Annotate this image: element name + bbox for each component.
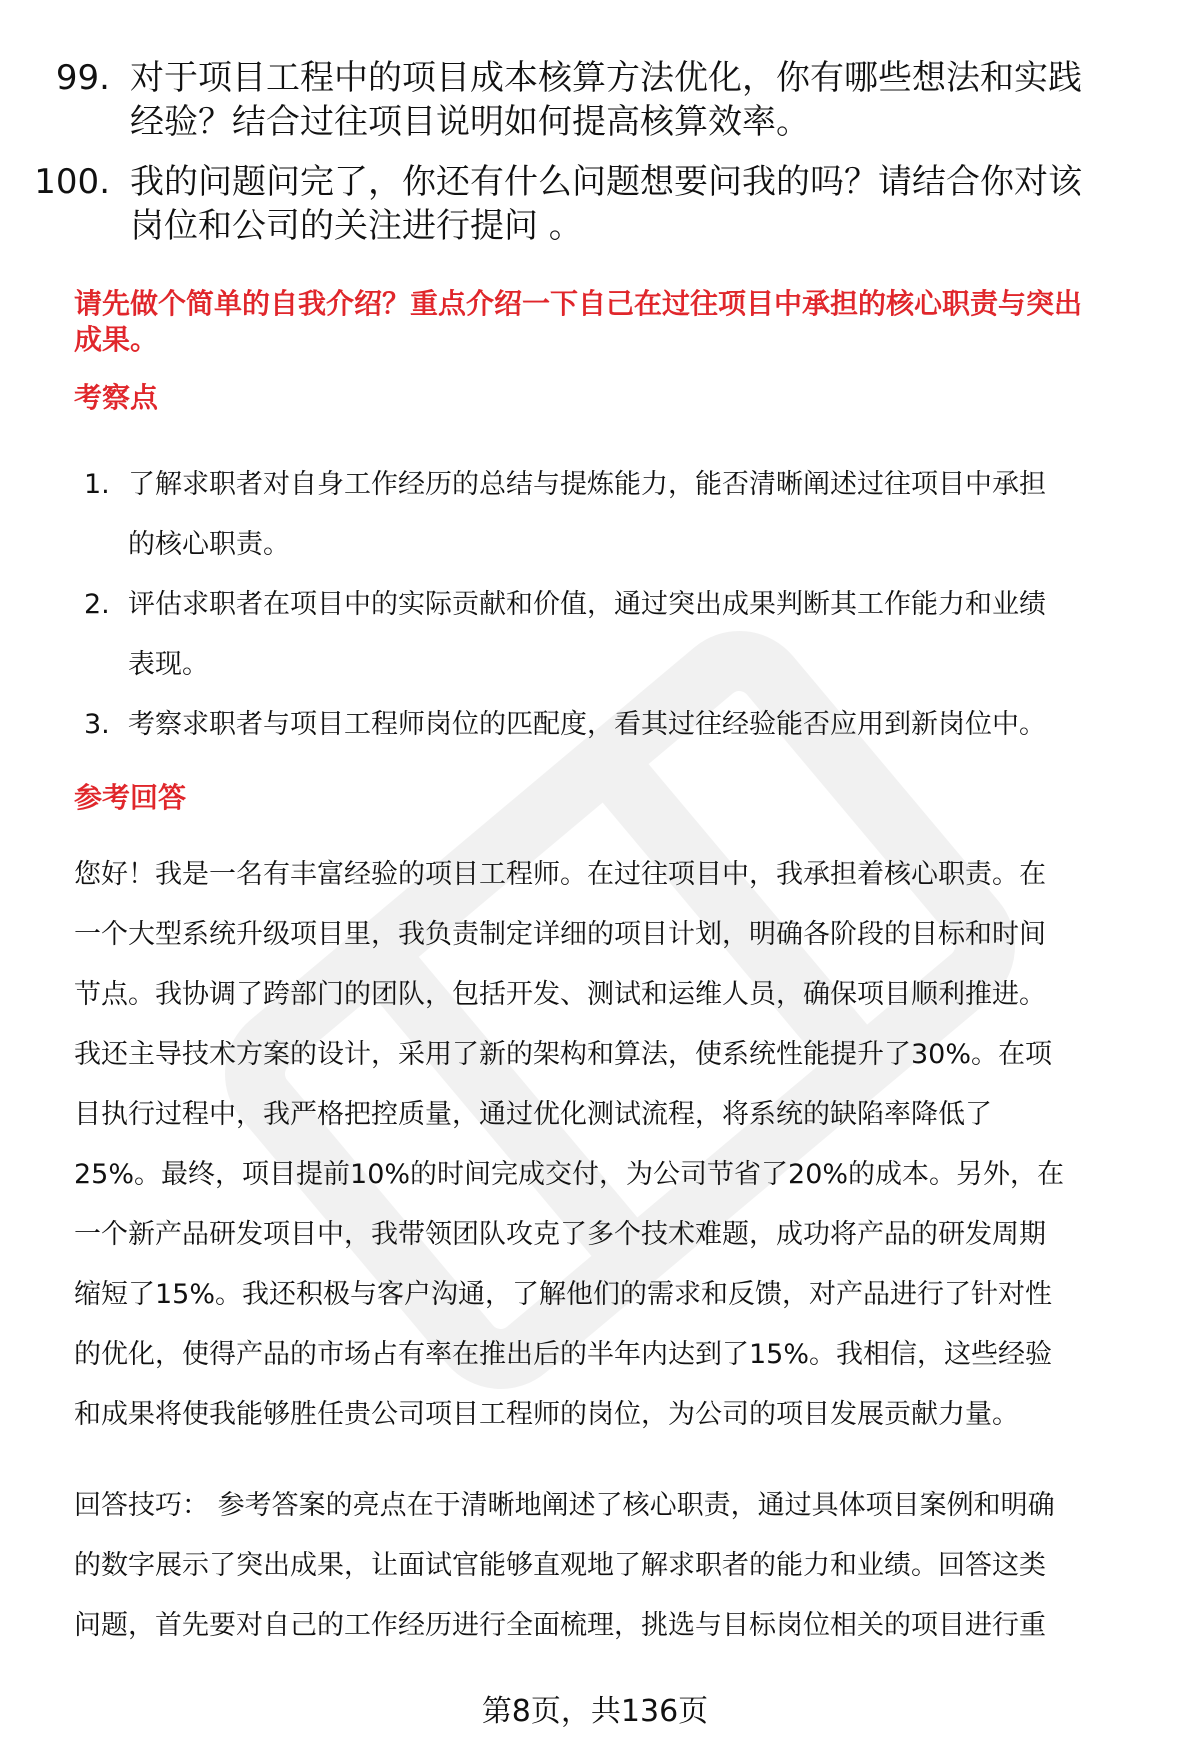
- question-text: 我的问题问完了，你还有什么问题想要问我的吗？请结合你对该 岗位和公司的关注进行提问 。: [130, 162, 1082, 246]
- section-heading-answer: 参考回答: [74, 781, 187, 814]
- list-item-text: 考察求职者与项目工程师岗位的匹配度，看其过往经验能否应用到新岗位中。: [128, 709, 1046, 740]
- question-text: 对于项目工程中的项目成本核算方法优化，你有哪些想法和实践 经验？结合过往项目说明如何提高核算效率。: [130, 58, 1082, 142]
- tips-paragraph: 回答技巧： 参考答案的亮点在于清晰地阐述了核心职责，通过具体项目案例和明确 的数字展示了突出成果，让面试官能够直观地了解求职者的能力和业绩。回答这类 问题，首先要对自己的工作经历进行全面梳理，挑选与目标岗位相关的项目进行重: [74, 1490, 1055, 1641]
- main-question-title: 请先做个简单的自我介绍？重点介绍一下自己在过往项目中承担的核心职责与突出 成果。: [74, 287, 1083, 356]
- list-item-text: 了解求职者对自身工作经历的总结与提炼能力，能否清晰阐述过往项目中承担 的核心职责。: [128, 469, 1046, 560]
- list-item-number: 3.: [84, 709, 110, 740]
- page-footer: 第8页，共136页: [481, 1694, 709, 1729]
- question-number: 100.: [34, 162, 110, 202]
- question-number: 99.: [55, 58, 110, 98]
- list-item-text: 评估求职者在项目中的实际贡献和价值，通过突出成果判断其工作能力和业绩 表现。: [128, 589, 1046, 680]
- list-item-number: 1.: [84, 469, 110, 500]
- section-heading-points: 考察点: [74, 381, 159, 414]
- answer-paragraph: 您好！我是一名有丰富经验的项目工程师。在过往项目中，我承担着核心职责。在 一个大型系统升级项目里，我负责制定详细的项目计划，明确各阶段的目标和时间 节点。我协调了跨部门的团队，包括开发、测试和运维人员，确保项目顺利推进。 我还主导技术方案的设计，采用了新的架构和算法，使系统性能提升了30%。在项 目执行过程中，我严格把控质量，通过优化测试流程，将系统的缺陷率降低了 25%。最终，项目提前10%的时间完成交付，为公司节省了20%的成本。另外，在 一个新产品研发项目中，我带领团队攻克了多个技术难题，成功将产品的研发周期 缩短了15%。我还积极与客户沟通，了解他们的需求和反馈，对产品进行了针对性 的优化，使得产品的市场占有率在推出后的半年内达到了15%。我相信，这些经验 和成果将使我能够胜任贵公司项目工程师的岗位，为公司的项目发展贡献力量。: [74, 859, 1065, 1430]
- list-item-number: 2.: [84, 589, 110, 620]
